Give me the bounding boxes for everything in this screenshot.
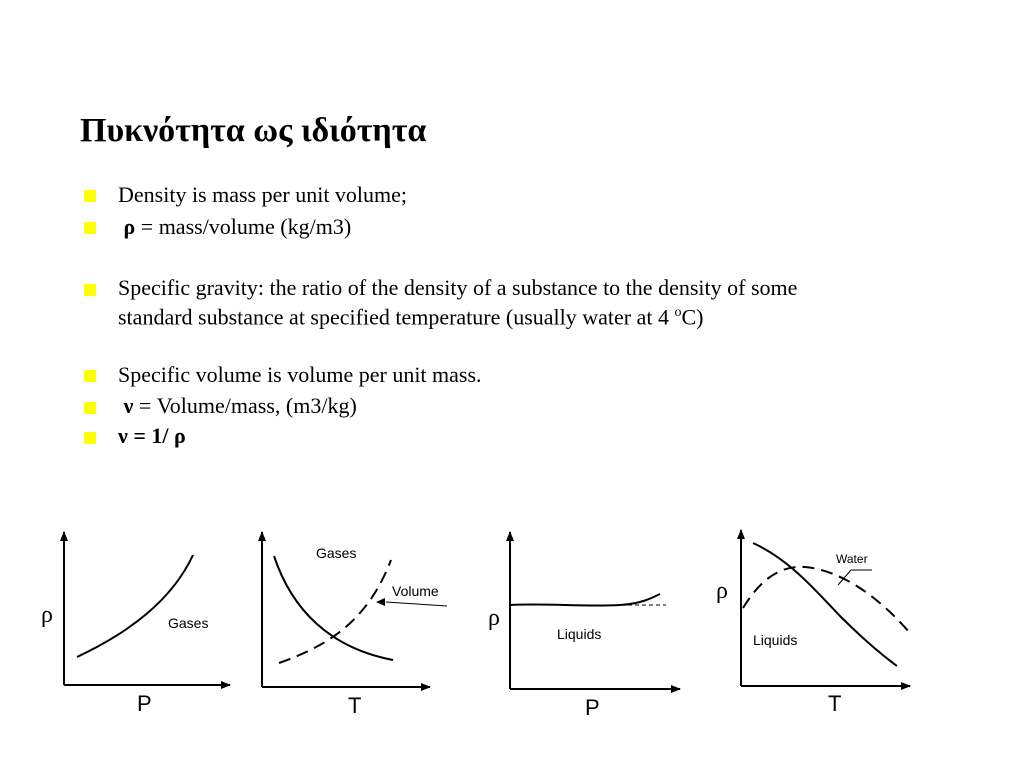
x-axis-label: P [585, 695, 600, 720]
bullet-density-definition: Density is mass per unit volume; [118, 182, 408, 207]
graph-density-vs-pressure-gases [41, 532, 230, 716]
specific-gravity-text: standard substance at specified temperature (usually water at 4 [118, 304, 675, 330]
bullet-specific-gravity-line1: Specific gravity: the ratio of the density of a substance to the density of some [118, 275, 798, 300]
graph-gases-vs-temperature [262, 532, 447, 718]
y-axis-label: ρ [716, 578, 728, 604]
x-axis-label: T [348, 693, 362, 718]
bullet-specific-volume-definition: Specific volume is volume per unit mass. [118, 362, 482, 387]
curve-label: Gases [168, 615, 209, 631]
water-dashed-curve [743, 567, 909, 632]
rho-symbol: ρ [123, 214, 136, 239]
graph-density-vs-temperature-liquids [716, 530, 910, 716]
liquid-density-curve [510, 594, 660, 606]
x-axis-label: P [137, 691, 152, 716]
x-axis-label: T [828, 691, 842, 716]
y-axis-label: ρ [41, 602, 53, 628]
dashed-curve-label: Water [836, 552, 868, 566]
slide-title: Πυκνότητα ως ιδιότητα [80, 112, 427, 149]
arrowhead [376, 598, 385, 606]
bullet-nu-equals-inverse-rho: ν = 1/ ρ [118, 423, 186, 448]
y-axis-label: ρ [488, 605, 500, 631]
curve-label: Liquids [753, 632, 798, 648]
volume-pointer [386, 602, 447, 606]
graph-density-vs-pressure-liquids [488, 532, 680, 720]
nu-symbol: ν [123, 393, 134, 418]
gas-density-curve [274, 556, 393, 660]
specific-volume-formula-text: = Volume/mass, (m3/kg) [133, 393, 357, 418]
volume-dashed-curve [279, 560, 391, 663]
dashed-curve-label: Volume [392, 583, 439, 599]
density-formula-text: = mass/volume (kg/m3) [135, 214, 352, 239]
degree-superscript: o [674, 305, 682, 320]
curve-label: Gases [316, 545, 357, 561]
specific-gravity-unit: C) [681, 304, 704, 330]
curve-label: Liquids [557, 626, 602, 642]
gas-density-curve [77, 555, 193, 657]
